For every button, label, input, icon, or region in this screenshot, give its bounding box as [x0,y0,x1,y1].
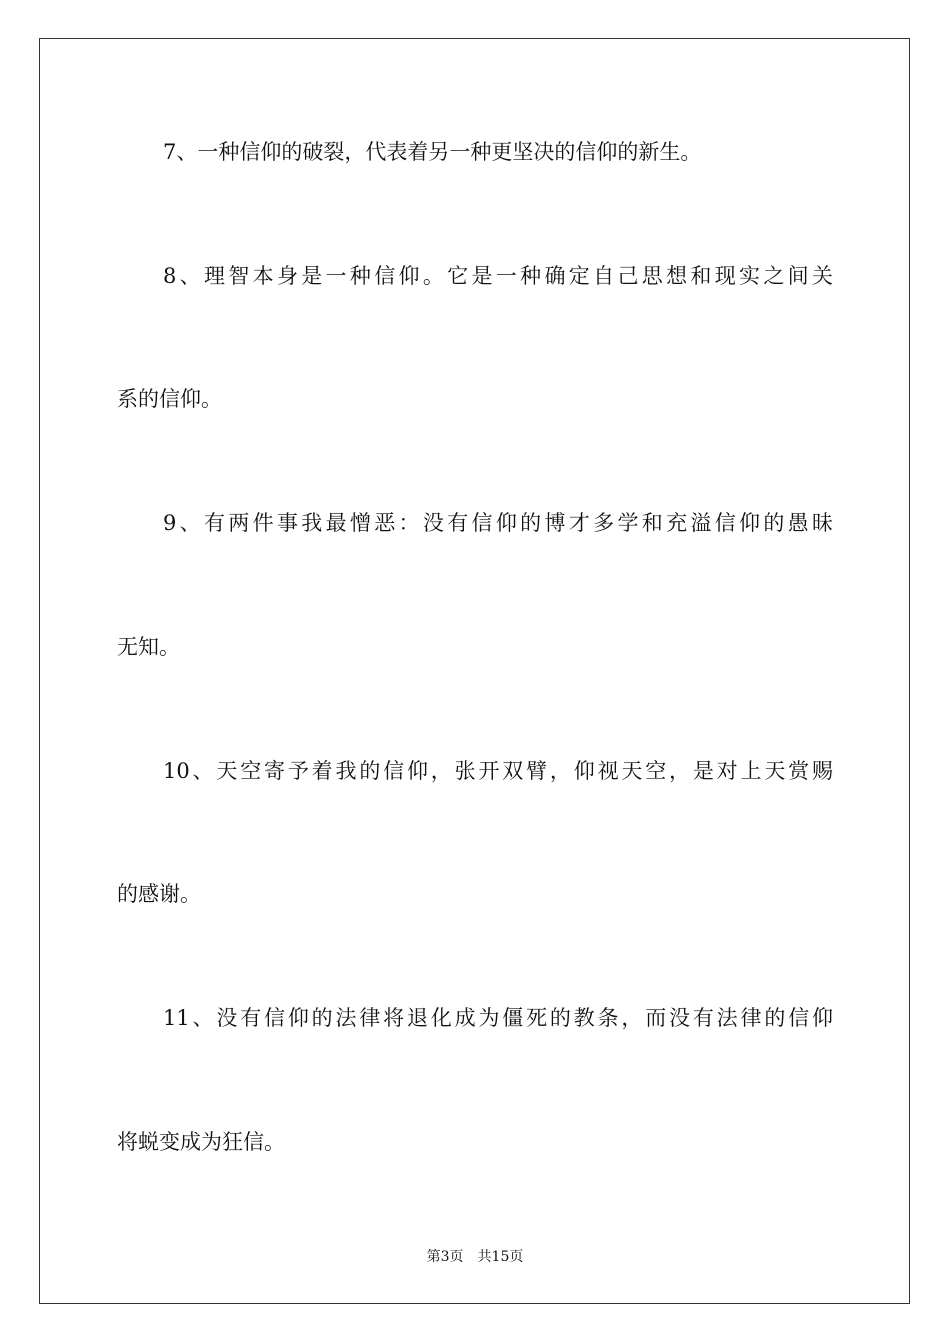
paragraph-7-line-1: 7、一种信仰的破裂，代表着另一种更坚决的信仰的新生。 [163,140,702,164]
paragraph-8-line-1: 8、理智本身是一种信仰。它是一种确定自己思想和现实之间关 [163,264,833,288]
paragraph-9-line-2: 无知。 [117,635,180,659]
paragraph-8-line-2: 系的信仰。 [117,387,222,411]
paragraph-9-line-1: 9、有两件事我最憎恶：没有信仰的博才多学和充溢信仰的愚昧 [163,511,833,535]
paragraph-10-line-2: 的感谢。 [117,882,201,906]
paragraph-11-line-2: 将蜕变成为狂信。 [117,1130,285,1154]
page-footer: 第3页 共15页 [426,1249,524,1265]
page-border [39,38,910,1304]
paragraph-10-line-1: 10、天空寄予着我的信仰，张开双臂，仰视天空，是对上天赏赐 [163,759,833,783]
paragraph-11-line-1: 11、没有信仰的法律将退化成为僵死的教条，而没有法律的信仰 [163,1006,833,1030]
